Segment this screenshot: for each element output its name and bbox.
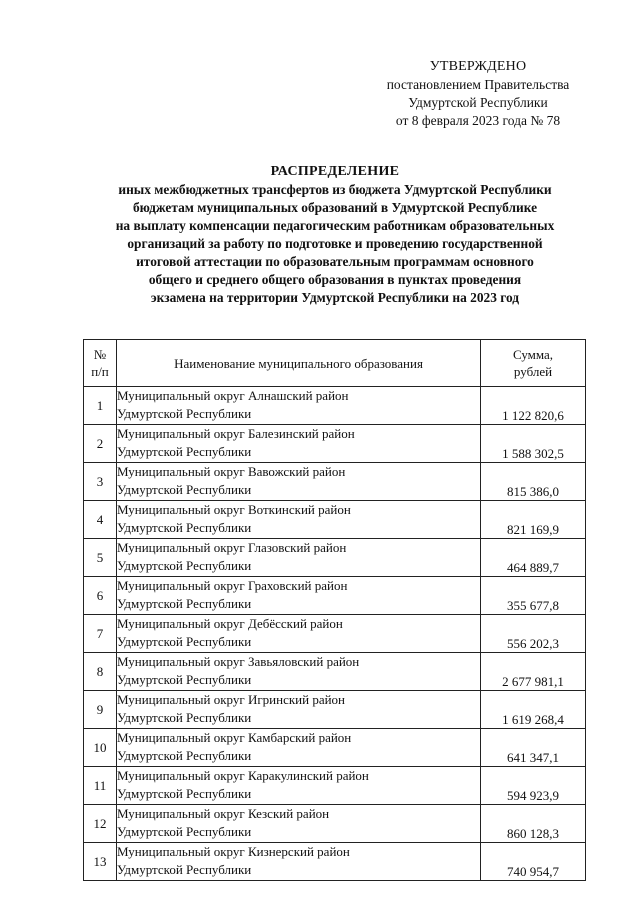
row-municipality-line-2: Удмуртской Республики	[117, 747, 252, 763]
header-number-line-2: п/п	[91, 364, 109, 379]
row-municipality	[117, 729, 481, 767]
row-sum: 815 386,0	[481, 463, 586, 501]
row-sum: 464 889,7	[481, 539, 586, 577]
row-municipality-line-1: Муниципальный округ Воткинский район	[117, 502, 351, 517]
row-municipality-line-1: Муниципальный округ Игринский район	[117, 692, 346, 707]
row-municipality-line-2: Удмуртской Республики	[117, 671, 252, 687]
row-municipality-line-2: Удмуртской Республики	[117, 481, 252, 497]
table-row	[84, 463, 586, 501]
row-municipality-line-2: Удмуртской Республики	[117, 709, 252, 725]
row-municipality-line-1: Муниципальный округ Балезинский район	[117, 426, 355, 441]
title-line: экзамена на территории Удмуртской Республики на 2023 год	[150, 290, 520, 305]
row-sum: 594 923,9	[481, 767, 586, 805]
table-row	[84, 767, 586, 805]
row-sum: 740 954,7	[481, 843, 586, 881]
approval-line-3: от 8 февраля 2023 года № 78	[395, 113, 561, 128]
row-municipality	[117, 805, 481, 843]
row-municipality	[117, 463, 481, 501]
row-number: 12	[84, 805, 117, 843]
title-line: на выплату компенсации педагогическим работникам образовательных	[115, 218, 555, 233]
row-sum: 556 202,3	[481, 615, 586, 653]
row-municipality-line-1: Муниципальный округ Каракулинский район	[117, 768, 369, 783]
table-row	[84, 425, 586, 463]
row-number: 5	[84, 539, 117, 577]
row-municipality	[117, 691, 481, 729]
row-number: 8	[84, 653, 117, 691]
row-municipality	[117, 387, 481, 425]
table-row	[84, 387, 586, 425]
table-row	[84, 691, 586, 729]
row-sum: 821 169,9	[481, 501, 586, 539]
document-title	[60, 163, 610, 307]
title-line: организаций за работу по подготовке и проведению государственной	[127, 236, 543, 251]
row-municipality-line-1: Муниципальный округ Кизнерский район	[117, 844, 350, 859]
row-municipality-line-1: Муниципальный округ Вавожский район	[117, 464, 346, 479]
row-municipality-line-2: Удмуртской Республики	[117, 595, 252, 611]
row-sum: 1 619 268,4	[481, 691, 586, 729]
row-number: 3	[84, 463, 117, 501]
row-sum: 1 588 302,5	[481, 425, 586, 463]
header-sum	[481, 340, 586, 387]
row-sum: 2 677 981,1	[481, 653, 586, 691]
row-municipality-line-1: Муниципальный округ Алнашский район	[117, 388, 349, 403]
table-row	[84, 577, 586, 615]
row-municipality	[117, 501, 481, 539]
row-municipality	[117, 767, 481, 805]
row-municipality	[117, 653, 481, 691]
row-number: 10	[84, 729, 117, 767]
table-row	[84, 843, 586, 881]
table-body	[84, 387, 586, 881]
header-number	[84, 340, 117, 387]
title-line: иных межбюджетных трансфертов из бюджета Удмуртской Республики	[118, 182, 552, 197]
row-number: 9	[84, 691, 117, 729]
table-row	[84, 539, 586, 577]
table-row	[84, 615, 586, 653]
row-municipality-line-1: Муниципальный округ Глазовский район	[117, 540, 347, 555]
row-municipality-line-2: Удмуртской Республики	[117, 519, 252, 535]
row-municipality-line-2: Удмуртской Республики	[117, 405, 252, 421]
row-number: 4	[84, 501, 117, 539]
row-municipality-line-2: Удмуртской Республики	[117, 443, 252, 459]
table-row	[84, 653, 586, 691]
table-row	[84, 729, 586, 767]
header-sum-line-2: рублей	[513, 364, 553, 379]
row-number: 13	[84, 843, 117, 881]
row-municipality	[117, 577, 481, 615]
table-row	[84, 501, 586, 539]
row-municipality-line-2: Удмуртской Республики	[117, 557, 252, 573]
row-sum: 641 347,1	[481, 729, 586, 767]
title-line: общего и среднего общего образования в пунктах проведения	[148, 272, 522, 287]
approval-block	[368, 58, 588, 130]
title-line: итоговой аттестации по образовательным программам основного	[136, 254, 534, 269]
row-number: 7	[84, 615, 117, 653]
row-municipality-line-1: Муниципальный округ Камбарский район	[117, 730, 352, 745]
row-municipality-line-1: Муниципальный округ Кезский район	[117, 806, 330, 821]
row-municipality	[117, 539, 481, 577]
table-header-row	[84, 340, 586, 387]
row-municipality	[117, 425, 481, 463]
table-row	[84, 805, 586, 843]
row-number: 2	[84, 425, 117, 463]
row-sum: 860 128,3	[481, 805, 586, 843]
row-municipality-line-2: Удмуртской Республики	[117, 785, 252, 801]
row-municipality-line-2: Удмуртской Республики	[117, 823, 252, 839]
distribution-table	[83, 339, 586, 881]
approval-line-1: постановлением Правительства	[386, 77, 570, 92]
title-line: бюджетам муниципальных образований в Удмуртской Республике	[132, 200, 538, 215]
row-municipality	[117, 843, 481, 881]
row-municipality-line-2: Удмуртской Республики	[117, 633, 252, 649]
row-number: 1	[84, 387, 117, 425]
row-municipality-line-1: Муниципальный округ Дебёсский район	[117, 616, 343, 631]
approval-stamp: УТВЕРЖДЕНО	[429, 59, 527, 74]
header-sum-line-1: Сумма,	[512, 347, 554, 362]
row-number: 6	[84, 577, 117, 615]
row-municipality-line-2: Удмуртской Республики	[117, 861, 252, 877]
row-sum: 355 677,8	[481, 577, 586, 615]
row-number: 11	[84, 767, 117, 805]
row-sum: 1 122 820,6	[481, 387, 586, 425]
row-municipality	[117, 615, 481, 653]
row-municipality-line-1: Муниципальный округ Граховский район	[117, 578, 348, 593]
approval-line-2: Удмуртской Республики	[408, 95, 548, 110]
header-name: Наименование муниципального образования	[117, 340, 481, 387]
title-main: РАСПРЕДЕЛЕНИЕ	[270, 164, 400, 179]
row-municipality-line-1: Муниципальный округ Завьяловский район	[117, 654, 360, 669]
header-number-line-1: №	[93, 347, 107, 362]
